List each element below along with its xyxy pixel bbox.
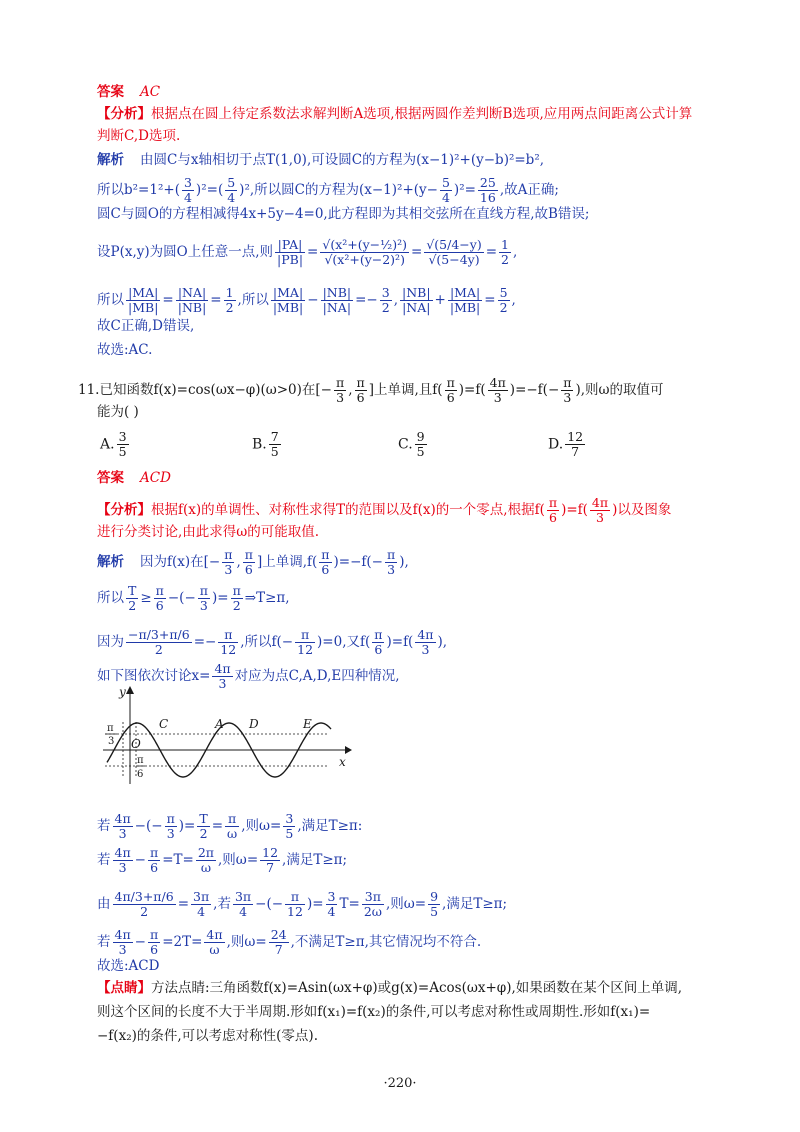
solution-line-11-2: 所以 $\frac{T}{2}$ ≥ $\frac{\pi}{6}$ −(− $\frac{\pi}{3}$ )= $\frac{\pi}{2}$ ⇒T≥π, [97,583,290,613]
pi6-num: π [137,755,144,766]
solution-line-10-7: 故选:AC. [97,342,153,358]
origin-label: O [131,737,141,751]
page-number: ·220· [383,1076,417,1091]
analysis-label: 【分析】 [97,106,151,122]
answer-line-11 [97,468,171,488]
x-axis-arrow [345,746,352,754]
option-c: C. $\frac{9}{5}$ [398,429,425,459]
solution-line-10-6: 故C正确,D错误, [97,318,195,334]
note-line-2: 则这个区间的长度不大于半周期.形如f(x₁)=f(x₂)的条件,可以考虑对称性或周期性.形如f(x₁)= [97,1004,651,1020]
solution-label: 解析 [97,152,124,168]
question-11-line-1: 11.已知函数f(x)=cos(ωx−φ)(ω>0)在[− $\frac{\pi}{3}$ , $\frac{\pi}{6}$ ]上单调,且f( $\frac{\pi}{6}$ )=f( $\frac{4\pi}{3}$ )=−f(− $\frac{\pi}{3}$ ),则ω的取值可 [78,375,664,405]
analysis-line-11b: 进行分类讨论,由此求得ω的可能取值. [97,524,320,540]
case-line-2: 若 $\frac{4\pi}{3}$ − $\frac{\pi}{6}$ =T= $\frac{2\pi}{\omega}$ ,则ω= $\frac{12}{7}$ ,满足T≥π; [97,845,348,875]
neg-pi3-den: 3 [108,736,115,747]
point-c-label: C [159,717,169,731]
solution-text: 由圆C与x轴相切于点T(1,0),可设圆C的方程为(x−1)²+(y−b)²=b², [140,152,545,168]
answer-value: ACD [140,470,171,486]
answer-value: AC [140,84,161,100]
solution-text: 圆C与圆O的方程相减得4x+5y−4=0,此方程即为其相交弦所在直线方程,故B错误; [97,206,590,222]
note-label: 【点睛】 [97,980,151,996]
solution-line-10-5: 所以 $\frac{|MA|}{|MB|}$ = $\frac{|NA|}{|NB|}$ = $\frac{1}{2}$ ,所以 $\frac{|MA|}{|MB|}$ − $\frac{|NB|}{|NA|}$ =− $\frac{3}{2}$ , $\frac{|NB|}{|NA|}$ + $\frac{|MA|}{|MB|}$ = $\frac{5}{2}$ , [97,285,516,315]
analysis-text: 根据点在圆上待定系数法求解判断A选项,根据两圆作差判断B选项,应用两点间距离公式计算 [151,106,693,122]
analysis-text: 判断C,D选项. [97,128,181,144]
pi6-den: 6 [137,769,144,780]
point-a-label: A [215,717,224,731]
option-d: D. $\frac{12}{7}$ [548,429,584,459]
answer-label: 答案 [97,84,124,100]
option-b: B. $\frac{7}{5}$ [252,429,279,459]
analysis-line-10b [97,126,180,146]
option-a: A. $\frac{3}{5}$ [100,429,127,459]
point-d-label: D [249,717,259,731]
solution-line-11-4: 如下图依次讨论x= $\frac{4\pi}{3}$ 对应为点C,A,D,E四种情况, [97,661,400,691]
question-11-line-2: 能为( ) [97,404,139,420]
note-line-3: −f(x₂)的条件,可以考虑对称性(零点). [97,1028,318,1044]
y-axis-label: y [119,686,126,699]
case-line-4: 若 $\frac{4\pi}{3}$ − $\frac{\pi}{6}$ =2T= $\frac{4\pi}{\omega}$ ,则ω= $\frac{24}{7}$ ,不满足T≥π,其它情况均不符合. [97,927,482,957]
solution-label: 解析 [97,554,124,570]
y-axis-arrow [126,686,134,694]
answer-line-10 [97,82,160,102]
final-answer-line: 故选:ACD [97,958,160,974]
solution-line-10-1 [97,150,544,170]
solution-line-11-1: 解析 因为f(x)在[− $\frac{\pi}{3}$ , $\frac{\pi}{6}$ ]上单调,f( $\frac{\pi}{6}$ )=−f(− $\frac{\pi}{3}$ ), [97,547,409,577]
point-e-label: E [303,717,312,731]
x-axis-label: x [339,755,346,769]
case-line-1: 若 $\frac{4\pi}{3}$ −(− $\frac{\pi}{3}$ )= $\frac{T}{2}$ = $\frac{\pi}{\omega}$ ,则ω= $\frac{3}{5}$ ,满足T≥π: [97,811,363,841]
solution-line-10-3 [97,204,589,224]
solution-line-11-3: 因为 $\frac{-\pi/3+\pi/6}{2}$ =− $\frac{\pi}{12}$ ,所以f(− $\frac{\pi}{12}$ )=0,又f( $\frac{\pi}{6}$ )=f( $\frac{4\pi}{3}$ ), [97,627,448,657]
neg-pi3-num: π [107,723,114,734]
analysis-label: 【分析】 [97,502,151,518]
cosine-graph [99,686,359,786]
note-line-1: 【点睛】方法点睛:三角函数f(x)=Asin(ωx+φ)或g(x)=Acos(ωx+φ),如果函数在某个区间上单调, [97,980,683,996]
analysis-line-11a: 【分析】根据f(x)的单调性、对称性求得T的范围以及f(x)的一个零点,根据f( $\frac{\pi}{6}$ )=f( $\frac{4\pi}{3}$ )以及图象 [97,495,672,525]
analysis-line-10a [97,104,692,124]
question-number: 11. [78,382,100,398]
solution-line-10-2: 所以b²=1²+( $\frac{3}{4}$ )²=( $\frac{5}{4}$ )²,所以圆C的方程为(x−1)²+(y− $\frac{5}{4}$ )²= $\frac{25}{16}$ ,故A正确; [97,175,559,205]
case-line-3: 由 $\frac{4\pi/3+\pi/6}{2}$ = $\frac{3\pi}{4}$ ,若 $\frac{3\pi}{4}$ −(− $\frac{\pi}{12}$ )= $\frac{3}{4}$ T= $\frac{3\pi}{2\omega}$ ,则ω= $\frac{9}{5}$ ,满足T≥π; [97,889,508,919]
answer-label: 答案 [97,470,124,486]
solution-line-10-4: 设P(x,y)为圆O上任意一点,则 $\frac{|PA|}{|PB|}$ = $\frac{\text{√(x²+(y−½)²)}}{\text{√(x²+(y−2)²)}}$ = $\frac{√(5/4-y)}{√(5-4y)}$ = $\frac{1}{2}$ , [97,237,518,267]
